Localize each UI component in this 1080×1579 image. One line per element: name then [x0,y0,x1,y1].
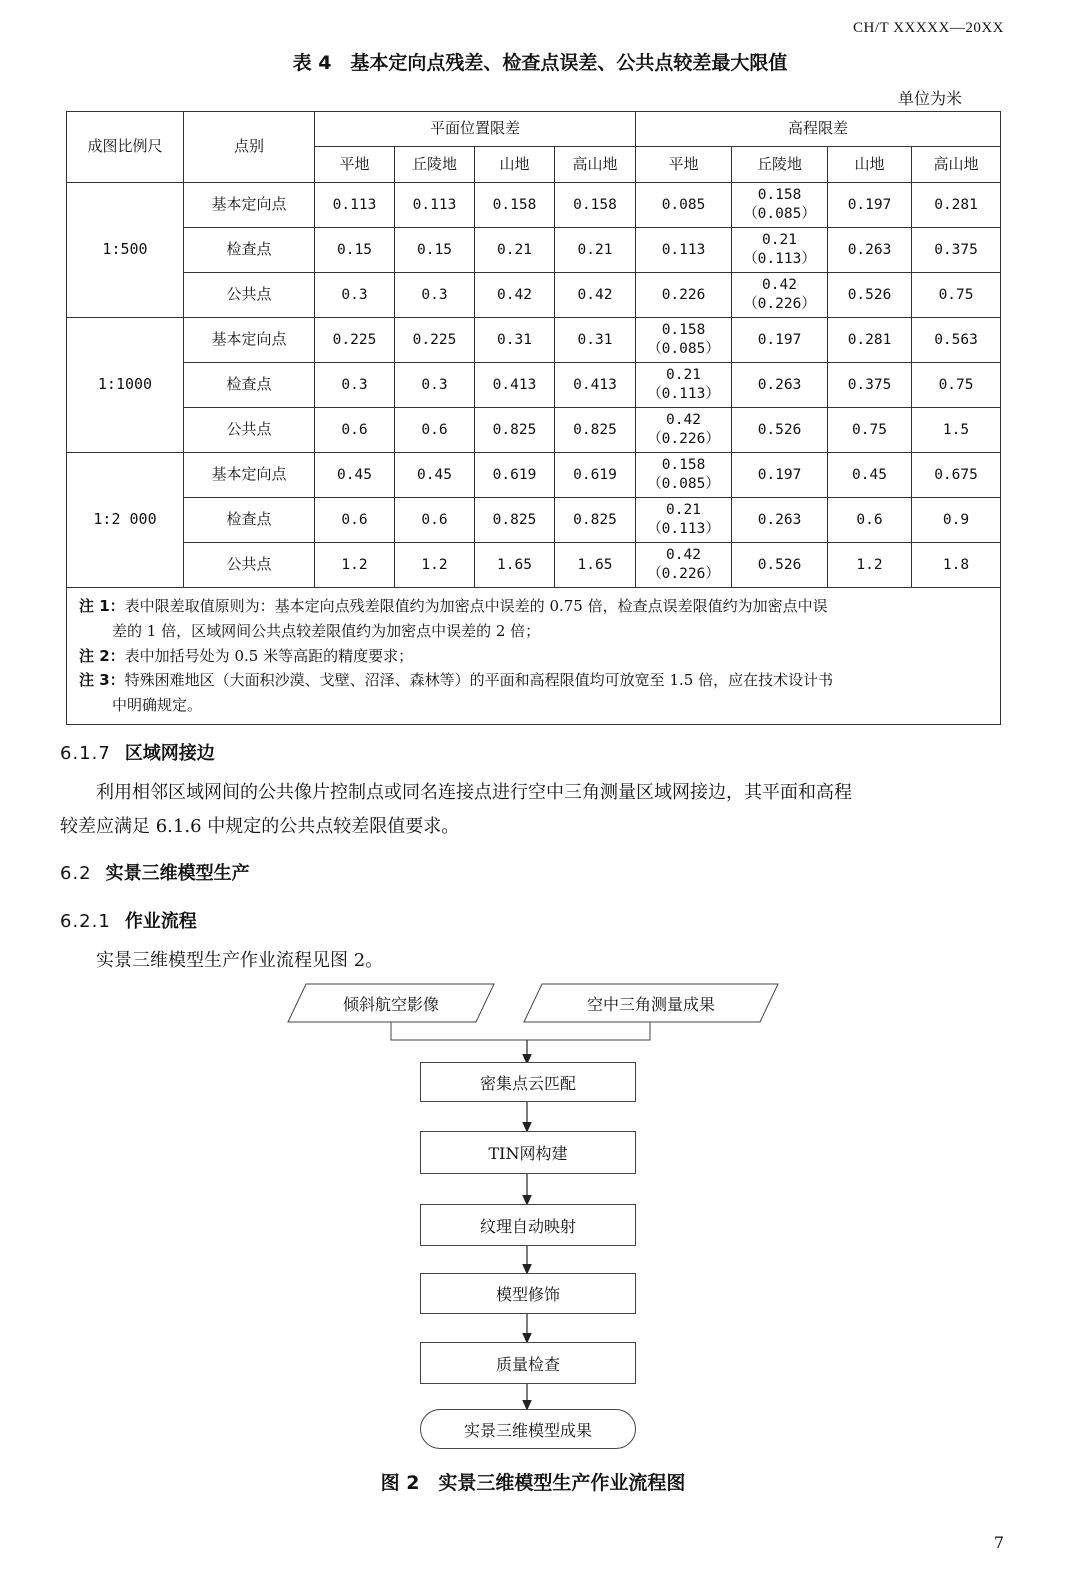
value-line: （0.113） [647,386,720,402]
section-title: 区域网接边 [124,743,215,764]
value-cell: 0.45 [395,453,475,498]
table-unit: 单位为米 [897,89,962,108]
value-cell: 0.31 [475,318,555,363]
note-text: 中明确规定。 [112,696,203,714]
value-cell: 0.263 [732,498,828,543]
input-left-label: 倾斜航空影像 [342,995,439,1014]
header-scale: 成图比例尺 [67,112,184,183]
point-type-cell: 基本定向点 [184,318,315,363]
value-cell: 0.75 [912,273,1001,318]
note-label: 注 3： [79,671,125,690]
header-height-tolerance: 高程限差 [636,112,1001,147]
value-line: （0.085） [647,476,720,492]
value-cell: 1.2 [395,543,475,588]
header-terrain: 丘陵地 [395,147,475,183]
value-cell: 0.675 [912,453,1001,498]
value-cell: 0.21 [555,228,636,273]
table-title: 表 4 基本定向点残差、检查点误差、公共点较差最大限值 [292,52,788,74]
value-cell: 0.825 [475,408,555,453]
header-terrain: 丘陵地 [732,147,828,183]
value-cell: 0.526 [828,273,912,318]
value-line: 0.21 [762,232,797,249]
value-cell: 0.31 [555,318,636,363]
scale-cell: 1:500 [67,183,184,318]
value-cell: 1.65 [475,543,555,588]
step-model-editing: 模型修饰 [420,1273,636,1314]
note-text: 表中加括号处为 0.5 米等高距的精度要求； [124,646,414,665]
note-text: 特殊困难地区（大面积沙漠、戈壁、沼泽、森林等）的平面和高程限值均可放宽至 1.5 倍，应在技术设计书 [124,671,834,690]
point-type-cell: 公共点 [184,408,315,453]
point-type-cell: 检查点 [184,363,315,408]
value-cell: 0.75 [828,408,912,453]
header-terrain: 平地 [636,147,732,183]
header-terrain: 平地 [315,147,395,183]
value-cell: 0.6 [395,408,475,453]
note-text: 表中限差取值原则为：基本定向点残差限值约为加密点中误差的 0.75 倍，检查点误差限值约为加密点中误 [124,597,828,615]
section-number: 6.2.1 [60,911,111,932]
value-line: （0.085） [743,206,816,222]
merge-connector [391,1022,650,1040]
value-cell: 0.15 [315,228,395,273]
value-cell: 0.45 [315,453,395,498]
value-cell: 0.563 [912,318,1001,363]
section-title: 实景三维模型生产 [105,863,250,884]
value-line: 0.158 [661,457,706,474]
value-cell: 0.263 [828,228,912,273]
point-type-cell: 公共点 [184,273,315,318]
value-cell: 1.65 [555,543,636,588]
value-line: （0.226） [647,566,720,582]
value-cell: 0.225 [315,318,395,363]
value-cell: 0.6 [395,498,475,543]
value-cell: 0.281 [828,318,912,363]
value-cell: 0.825 [555,498,636,543]
value-cell: 0.263 [732,363,828,408]
paragraph-line: 较差应满足 6.1.6 中规定的公共点较差限值要求。 [60,816,460,837]
value-cell: 0.113 [636,228,732,273]
value-line: （0.226） [647,431,720,447]
section-number: 6.1.7 [60,743,111,764]
value-line: 0.21 [666,502,701,519]
value-line: （0.226） [743,296,816,312]
value-cell: 0.158 [555,183,636,228]
point-type-cell: 检查点 [184,498,315,543]
value-cell: 0.3 [315,273,395,318]
value-line: 0.42 [666,547,701,564]
value-line: 0.158 [661,322,706,339]
value-cell: 0.526 [732,543,828,588]
point-type-cell: 基本定向点 [184,183,315,228]
step-tin-construction: TIN网构建 [420,1131,636,1174]
standard-number: CH/T XXXXX—20XX [853,20,1004,36]
scale-cell: 1:2 000 [67,453,184,588]
figure-caption: 图 2 实景三维模型生产作业流程图 [380,1472,686,1494]
value-cell: 0.9 [912,498,1001,543]
value-cell: 0.113 [395,183,475,228]
output-terminal: 实景三维模型成果 [420,1409,636,1449]
value-cell: 0.158 [475,183,555,228]
page-number: 7 [993,1533,1004,1552]
value-line: 0.21 [666,367,701,384]
section-number: 6.2 [60,863,92,884]
point-type-cell: 检查点 [184,228,315,273]
value-cell: 0.226 [636,273,732,318]
value-cell: 0.75 [912,363,1001,408]
note-label: 注 2： [79,646,125,665]
value-line: （0.113） [647,521,720,537]
header-plane-tolerance: 平面位置限差 [315,112,636,147]
value-cell: 0.225 [395,318,475,363]
step-texture-mapping: 纹理自动映射 [420,1204,636,1246]
value-cell: 0.6 [315,498,395,543]
value-cell: 0.42 [475,273,555,318]
value-cell: 0.15 [395,228,475,273]
value-cell: 0.6 [315,408,395,453]
point-type-cell: 基本定向点 [184,453,315,498]
value-cell: 0.619 [555,453,636,498]
value-cell: 0.3 [395,363,475,408]
point-type-cell: 公共点 [184,543,315,588]
header-terrain: 高山地 [555,147,636,183]
paragraph-line: 实景三维模型生产作业流程见图 2。 [96,950,384,971]
scale-cell: 1:1000 [67,318,184,453]
value-cell: 0.197 [732,453,828,498]
value-cell: 0.21 [475,228,555,273]
value-cell: 0.825 [475,498,555,543]
value-cell: 0.413 [555,363,636,408]
step-dense-matching: 密集点云匹配 [420,1062,636,1102]
value-cell: 0.197 [732,318,828,363]
value-cell: 1.5 [912,408,1001,453]
value-cell: 1.2 [315,543,395,588]
value-line: 0.158 [757,187,802,204]
value-line: 0.42 [762,277,797,294]
value-cell: 1.8 [912,543,1001,588]
value-cell: 0.281 [912,183,1001,228]
value-cell: 0.825 [555,408,636,453]
value-cell: 0.197 [828,183,912,228]
header-terrain: 高山地 [912,147,1001,183]
value-cell: 0.113 [315,183,395,228]
header-point-type: 点别 [184,112,315,183]
value-line: （0.113） [743,251,816,267]
note-label: 注 1： [79,597,125,615]
step-quality-check: 质量检查 [420,1342,636,1384]
value-cell: 0.42 [555,273,636,318]
section-title: 作业流程 [124,911,197,932]
value-cell: 0.085 [636,183,732,228]
value-cell: 0.6 [828,498,912,543]
value-cell: 0.526 [732,408,828,453]
value-line: 0.42 [666,412,701,429]
note-text: 差的 1 倍，区域网间公共点较差限值约为加密点中误差的 2 倍； [112,621,541,640]
value-cell: 0.45 [828,453,912,498]
value-cell: 0.413 [475,363,555,408]
value-cell: 0.375 [912,228,1001,273]
value-line: （0.085） [647,341,720,357]
header-terrain: 山地 [828,147,912,183]
input-right-label: 空中三角测量成果 [586,995,715,1014]
value-cell: 0.3 [395,273,475,318]
paragraph-line: 利用相邻区域网间的公共像片控制点或同名连接点进行空中三角测量区域网接边，其平面和高程 [96,782,852,803]
value-cell: 0.3 [315,363,395,408]
value-cell: 0.375 [828,363,912,408]
value-cell: 0.619 [475,453,555,498]
value-cell: 1.2 [828,543,912,588]
header-terrain: 山地 [475,147,555,183]
